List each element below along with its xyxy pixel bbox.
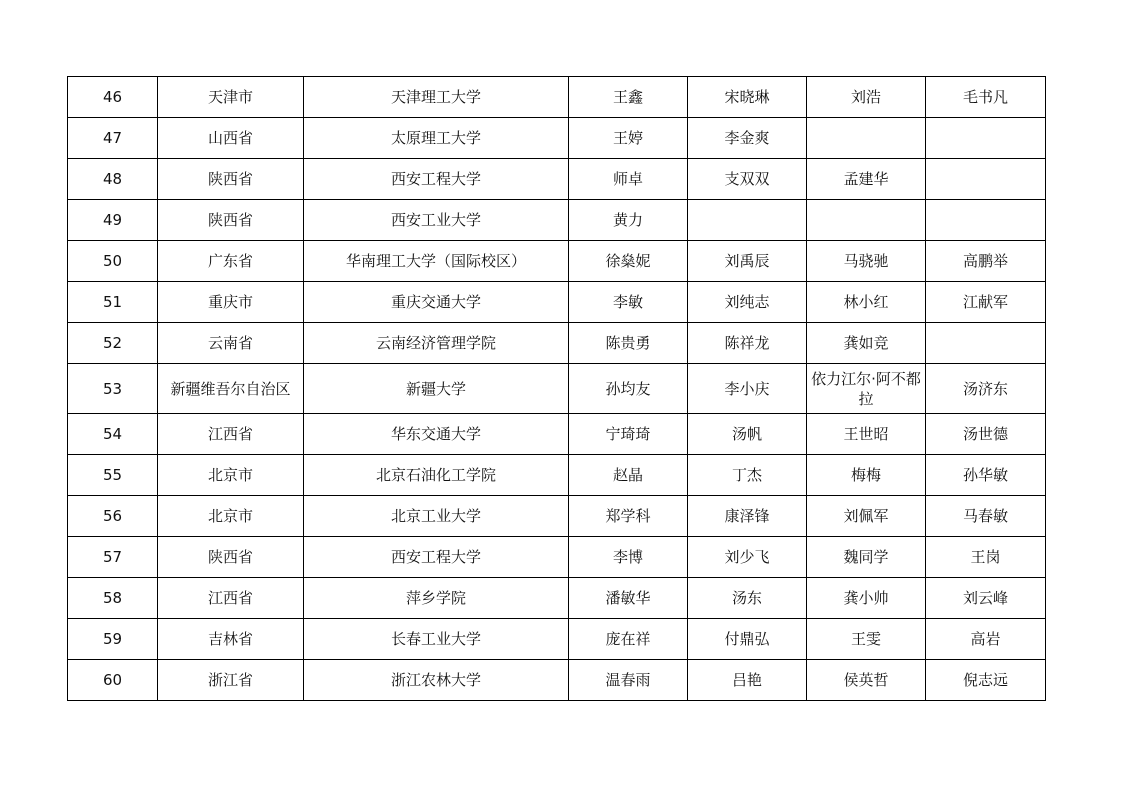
person-cell: 庞在祥 bbox=[569, 619, 688, 660]
table-row bbox=[68, 77, 1046, 118]
person-cell: 温春雨 bbox=[569, 660, 688, 701]
region-cell: 广东省 bbox=[158, 241, 304, 282]
region-cell: 浙江省 bbox=[158, 660, 304, 701]
row-number: 51 bbox=[68, 282, 158, 323]
person-cell: 王婷 bbox=[569, 118, 688, 159]
person-cell: 李博 bbox=[569, 537, 688, 578]
row-number: 60 bbox=[68, 660, 158, 701]
person-cell: 潘敏华 bbox=[569, 578, 688, 619]
table-row bbox=[68, 619, 1046, 660]
person-cell: 梅梅 bbox=[807, 455, 926, 496]
person-cell: 赵晶 bbox=[569, 455, 688, 496]
region-cell: 山西省 bbox=[158, 118, 304, 159]
region-cell: 江西省 bbox=[158, 414, 304, 455]
person-cell: 王岗 bbox=[926, 537, 1046, 578]
person-cell bbox=[807, 118, 926, 159]
university-cell: 天津理工大学 bbox=[304, 77, 569, 118]
person-cell: 李金爽 bbox=[688, 118, 807, 159]
region-cell: 天津市 bbox=[158, 77, 304, 118]
region-cell: 重庆市 bbox=[158, 282, 304, 323]
person-cell: 高岩 bbox=[926, 619, 1046, 660]
region-cell: 新疆维吾尔自治区 bbox=[158, 364, 304, 414]
row-number: 50 bbox=[68, 241, 158, 282]
person-cell bbox=[926, 200, 1046, 241]
university-cell: 华东交通大学 bbox=[304, 414, 569, 455]
person-cell: 孙均友 bbox=[569, 364, 688, 414]
university-cell: 太原理工大学 bbox=[304, 118, 569, 159]
person-cell: 宁琦琦 bbox=[569, 414, 688, 455]
person-cell bbox=[926, 118, 1046, 159]
person-cell: 康泽锋 bbox=[688, 496, 807, 537]
person-cell: 刘云峰 bbox=[926, 578, 1046, 619]
person-cell: 依力江尔·阿不都拉 bbox=[807, 364, 926, 414]
table-row bbox=[68, 578, 1046, 619]
person-cell: 王鑫 bbox=[569, 77, 688, 118]
table-row bbox=[68, 414, 1046, 455]
table-row bbox=[68, 455, 1046, 496]
person-cell: 刘少飞 bbox=[688, 537, 807, 578]
person-cell: 马春敏 bbox=[926, 496, 1046, 537]
person-cell: 师卓 bbox=[569, 159, 688, 200]
person-cell: 魏同学 bbox=[807, 537, 926, 578]
table-row bbox=[68, 496, 1046, 537]
university-cell: 云南经济管理学院 bbox=[304, 323, 569, 364]
person-cell: 王世昭 bbox=[807, 414, 926, 455]
university-cell: 重庆交通大学 bbox=[304, 282, 569, 323]
person-cell: 刘佩军 bbox=[807, 496, 926, 537]
person-cell: 李小庆 bbox=[688, 364, 807, 414]
roster-table bbox=[67, 76, 1046, 701]
row-number: 55 bbox=[68, 455, 158, 496]
university-cell: 西安工程大学 bbox=[304, 537, 569, 578]
region-cell: 陕西省 bbox=[158, 200, 304, 241]
row-number: 48 bbox=[68, 159, 158, 200]
table-row bbox=[68, 241, 1046, 282]
person-cell bbox=[807, 200, 926, 241]
university-cell: 北京石油化工学院 bbox=[304, 455, 569, 496]
university-cell: 新疆大学 bbox=[304, 364, 569, 414]
row-number: 49 bbox=[68, 200, 158, 241]
university-cell: 萍乡学院 bbox=[304, 578, 569, 619]
person-cell: 汤济东 bbox=[926, 364, 1046, 414]
person-cell: 吕艳 bbox=[688, 660, 807, 701]
table-row bbox=[68, 660, 1046, 701]
table-row bbox=[68, 537, 1046, 578]
person-cell: 龚小帅 bbox=[807, 578, 926, 619]
person-cell: 黄力 bbox=[569, 200, 688, 241]
person-cell: 汤东 bbox=[688, 578, 807, 619]
row-number: 53 bbox=[68, 364, 158, 414]
region-cell: 北京市 bbox=[158, 455, 304, 496]
person-cell: 刘浩 bbox=[807, 77, 926, 118]
person-cell: 丁杰 bbox=[688, 455, 807, 496]
row-number: 56 bbox=[68, 496, 158, 537]
person-cell: 龚如竞 bbox=[807, 323, 926, 364]
person-cell: 林小红 bbox=[807, 282, 926, 323]
row-number: 58 bbox=[68, 578, 158, 619]
person-cell: 陈祥龙 bbox=[688, 323, 807, 364]
university-cell: 西安工业大学 bbox=[304, 200, 569, 241]
table-row bbox=[68, 323, 1046, 364]
person-cell: 侯英哲 bbox=[807, 660, 926, 701]
region-cell: 北京市 bbox=[158, 496, 304, 537]
row-number: 47 bbox=[68, 118, 158, 159]
person-cell: 高鹏举 bbox=[926, 241, 1046, 282]
person-cell: 郑学科 bbox=[569, 496, 688, 537]
person-cell: 支双双 bbox=[688, 159, 807, 200]
person-cell: 宋晓琳 bbox=[688, 77, 807, 118]
region-cell: 吉林省 bbox=[158, 619, 304, 660]
table-row bbox=[68, 200, 1046, 241]
person-cell: 毛书凡 bbox=[926, 77, 1046, 118]
person-cell: 徐燊妮 bbox=[569, 241, 688, 282]
university-cell: 北京工业大学 bbox=[304, 496, 569, 537]
row-number: 54 bbox=[68, 414, 158, 455]
region-cell: 陕西省 bbox=[158, 159, 304, 200]
table-row bbox=[68, 159, 1046, 200]
university-cell: 西安工程大学 bbox=[304, 159, 569, 200]
person-cell: 刘禹辰 bbox=[688, 241, 807, 282]
person-cell: 付鼎弘 bbox=[688, 619, 807, 660]
row-number: 52 bbox=[68, 323, 158, 364]
table-row bbox=[68, 282, 1046, 323]
person-cell: 陈贵勇 bbox=[569, 323, 688, 364]
university-cell: 浙江农林大学 bbox=[304, 660, 569, 701]
person-cell: 倪志远 bbox=[926, 660, 1046, 701]
university-cell: 华南理工大学（国际校区） bbox=[304, 241, 569, 282]
person-cell: 孙华敏 bbox=[926, 455, 1046, 496]
university-cell: 长春工业大学 bbox=[304, 619, 569, 660]
region-cell: 云南省 bbox=[158, 323, 304, 364]
person-cell: 汤世德 bbox=[926, 414, 1046, 455]
person-cell: 刘纯志 bbox=[688, 282, 807, 323]
row-number: 59 bbox=[68, 619, 158, 660]
row-number: 46 bbox=[68, 77, 158, 118]
person-cell: 马骁驰 bbox=[807, 241, 926, 282]
row-number: 57 bbox=[68, 537, 158, 578]
region-cell: 江西省 bbox=[158, 578, 304, 619]
person-cell bbox=[688, 200, 807, 241]
person-cell: 孟建华 bbox=[807, 159, 926, 200]
person-cell: 李敏 bbox=[569, 282, 688, 323]
person-cell: 江献军 bbox=[926, 282, 1046, 323]
table-row bbox=[68, 364, 1046, 414]
table-row bbox=[68, 118, 1046, 159]
person-cell: 王雯 bbox=[807, 619, 926, 660]
person-cell bbox=[926, 159, 1046, 200]
person-cell bbox=[926, 323, 1046, 364]
region-cell: 陕西省 bbox=[158, 537, 304, 578]
person-cell: 汤帆 bbox=[688, 414, 807, 455]
